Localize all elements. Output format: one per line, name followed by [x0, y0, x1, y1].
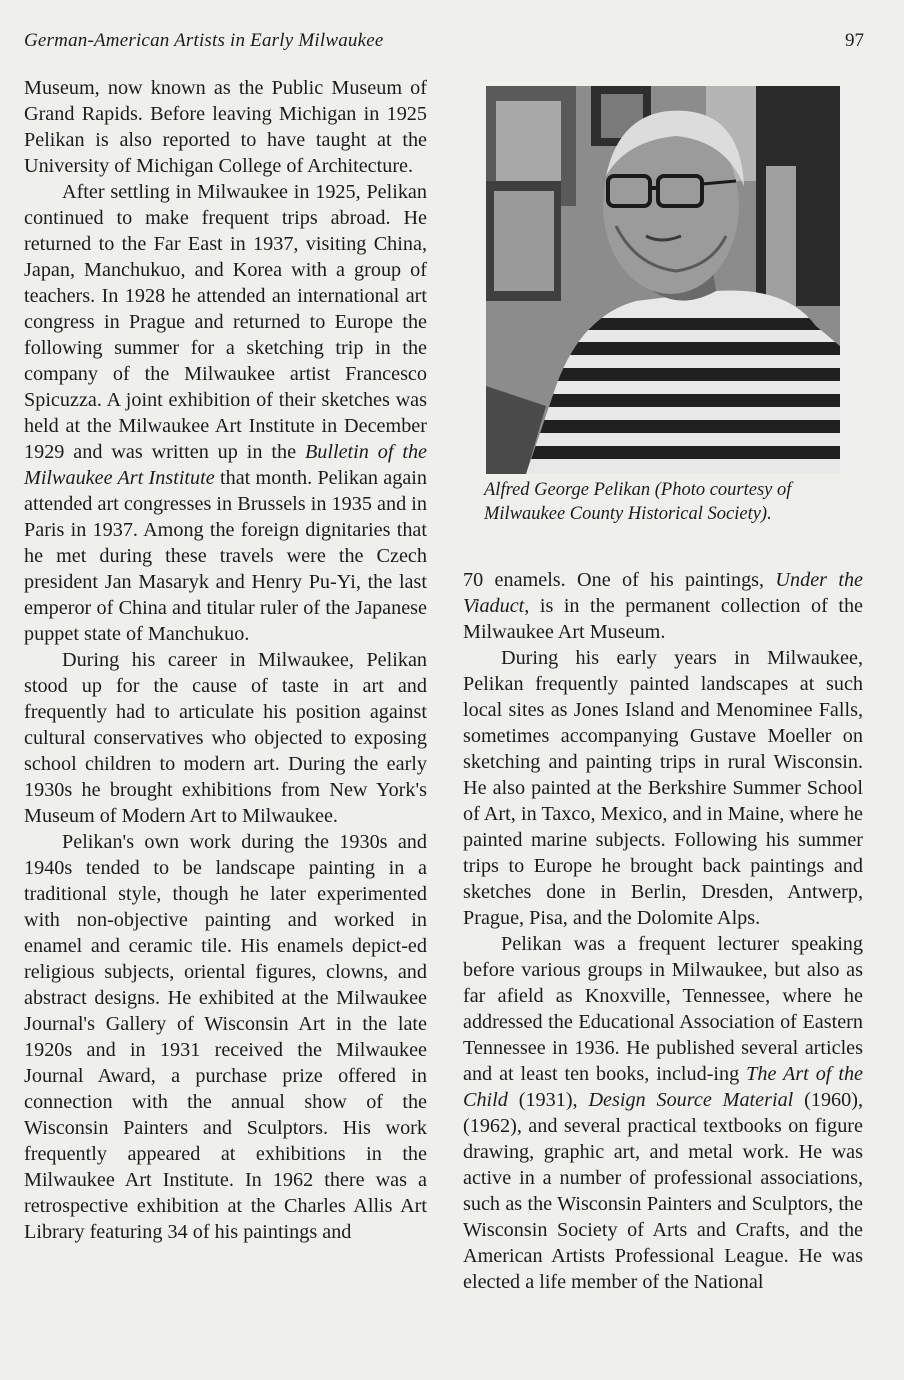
book-title: The Art of the Child: [463, 1063, 863, 1111]
running-title: German-American Artists in Early Milwaukee: [24, 30, 384, 51]
paragraph: Pelikan's own work during the 1930s and 1940s tended to be landscape painting in a traditional style, though he later experimented with non-objective painting and worked in enamel and ceramic tile. His enamels depict-ed religious subjects, oriental figures, clowns, and abstract designs. He exhibited at the Milwaukee Journal's Gallery of Wisconsin Art in the late 1920s and in 1931 received the Milwaukee Journal Award, a purchase prize offered in connection with the annual show of the Wisconsin Painters and Sculptors. His work frequently appeared at exhibitions in the Milwaukee Art Institute. In 1962 there was a retrospective exhibition at the Charles Allis Art Library featuring 34 of his paintings and: [24, 831, 427, 1243]
paragraph: 70 enamels. One of his paintings, Under the Viaduct, is in the permanent collection of the Milwaukee Art Museum.: [463, 569, 863, 643]
book-title: Design Source Material: [588, 1089, 794, 1111]
paragraph: During his career in Milwaukee, Pelikan stood up for the cause of taste in art and frequently had to articulate his position against cultural conservatives who objected to exposing school children to modern art. During the early 1930s he brought exhibitions from New York's Museum of Modern Art to Milwaukee.: [24, 649, 427, 827]
photo-caption: [484, 478, 856, 526]
artwork-title: Under the Viaduct: [463, 569, 863, 617]
paragraph: Museum, now known as the Public Museum of Grand Rapids. Before leaving Michigan in 1925 Pelikan is also reported to have taught at the University of Michigan College of Architecture.: [24, 77, 427, 177]
paragraph: Pelikan was a frequent lecturer speaking before various groups in Milwaukee, but also as far afield as Knoxville, Tennessee, where he addressed the Educational Association of Eastern Tennessee in 1936. He published several articles and at least ten books, includ-ing The Art of the Child (1931), Design Source Material (1960), (1962), and several practical textbooks on figure drawing, graphic art, and metal work. He was active in a number of professional associations, such as the Wisconsin Painters and Sculptors, the Wisconsin Society of Arts and Crafts, and the American Artists Professional League. He was elected a life member of the National: [463, 933, 863, 1293]
portrait-illustration: [486, 86, 840, 474]
paragraph: During his early years in Milwaukee, Pelikan frequently painted landscapes at such local sites as Jones Island and Menominee Falls, sometimes accompanying Gustave Moeller on sketching and painting trips in rural Wisconsin. He also painted at the Berkshire Summer School of Art, in Taxco, Mexico, and in Maine, where he painted marine subjects. Following his summer trips to Europe he brought back paintings and sketches done in Berlin, Dresden, Antwerp, Prague, Pisa, and the Dolomite Alps.: [463, 647, 863, 929]
paragraph: After settling in Milwaukee in 1925, Pelikan continued to make frequent trips abroad. He returned to the Far East in 1937, visiting China, Japan, Manchukuo, and Korea with a group of teachers. In 1928 he attended an international art congress in Prague and returned to Europe the following summer for a sketching trip in the company of the Milwaukee artist Francesco Spicuzza. A joint exhibition of their sketches was held at the Milwaukee Art Institute in December 1929 and was written up in the Bulletin of the Milwaukee Art Institute that month. Pelikan again attended art congresses in Brussels in 1935 and in Paris in 1937. Among the foreign dignitaries that he met during these travels were the Czech president Jan Masaryk and Henry Pu-Yi, the last emperor of China and titular ruler of the Japanese puppet state of Manchukuo.: [24, 181, 428, 645]
caption-line: Milwaukee County Historical Society).: [484, 504, 772, 524]
publication-title: Bulletin of the Milwaukee Art Institute: [24, 441, 428, 489]
caption-line: Alfred George Pelikan (Photo courtesy of: [484, 480, 792, 500]
left-column: [24, 75, 427, 1245]
right-column: [463, 567, 863, 1295]
page-number: 97: [845, 30, 864, 51]
portrait-photo: [486, 86, 840, 474]
